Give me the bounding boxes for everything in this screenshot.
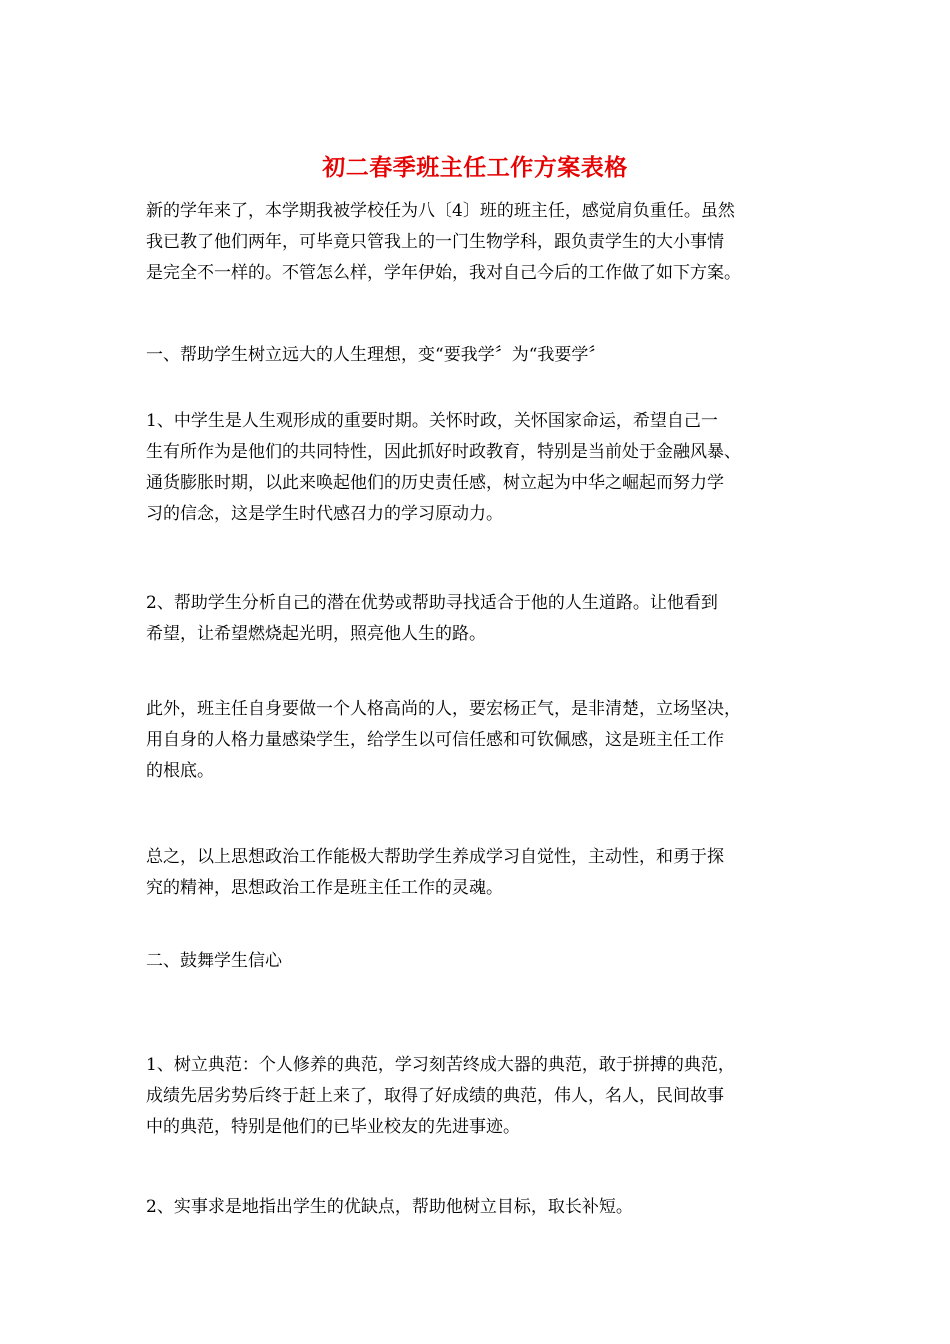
paragraph-line: 究的精神，思想政治工作是班主任工作的灵魂。: [146, 878, 503, 898]
paragraph-line: 生有所作为是他们的共同特性，因此抓好时政教育，特别是当前处于金融风暴、: [146, 442, 741, 462]
paragraph-intro: [146, 196, 826, 289]
paragraph-line: 一、帮助学生树立远大的人生理想，变“要我学〞为“我要学〞: [146, 345, 606, 365]
paragraph-line: 希望，让希望燃烧起光明，照亮他人生的路。: [146, 624, 486, 644]
paragraph-line: 1、中学生是人生观形成的重要时期。关怀时政，关怀国家命运，希望自己一: [146, 411, 718, 431]
paragraph-line: 1、树立典范：个人修养的典范，学习刻苦终成大器的典范，敢于拼搏的典范，: [146, 1055, 735, 1075]
paragraph-line: 习的信念，这是学生时代感召力的学习原动力。: [146, 504, 503, 524]
paragraph-line: 总之，以上思想政治工作能极大帮助学生养成学习自觉性，主动性，和勇于探: [146, 847, 724, 867]
paragraph-2-1: [146, 1050, 826, 1143]
paragraph-line: 通货膨胀时期，以此来唤起他们的历史责任感，树立起为中华之崛起而努力学: [146, 473, 724, 493]
paragraph-1-1: [146, 406, 826, 530]
paragraph-1-2: [146, 588, 826, 650]
paragraph-line: 成绩先居劣势后终于赶上来了，取得了好成绩的典范，伟人，名人，民间故事: [146, 1086, 724, 1106]
paragraph-line: 用自身的人格力量感染学生，给学生以可信任感和可钦佩感，这是班主任工作: [146, 730, 724, 750]
section-heading-1: [146, 340, 826, 371]
paragraph-line: 2、帮助学生分析自己的潜在优势或帮助寻找适合于他的人生道路。让他看到: [146, 593, 718, 613]
paragraph-line: 的根底。: [146, 761, 214, 781]
paragraph-line: 2、实事求是地指出学生的优缺点，帮助他树立目标，取长补短。: [146, 1197, 633, 1217]
paragraph-line: 中的典范，特别是他们的已毕业校友的先进事迹。: [146, 1117, 520, 1137]
paragraph-line: 我已教了他们两年，可毕竟只管我上的一门生物学科，跟负责学生的大小事情: [146, 232, 724, 252]
paragraph-2-2: [146, 1192, 826, 1223]
paragraph-summary: [146, 842, 826, 904]
document-title: 初二春季班主任工作方案表格: [322, 154, 628, 181]
section-heading-2: [146, 946, 826, 977]
paragraph-line: 是完全不一样的。不管怎么样，学年伊始，我对自己今后的工作做了如下方案。: [146, 263, 741, 283]
paragraph-besides: [146, 694, 826, 787]
paragraph-line: 新的学年来了，本学期我被学校任为八〔4〕班的班主任，感觉肩负重任。虽然: [146, 201, 735, 221]
paragraph-line: 二、鼓舞学生信心: [146, 951, 282, 971]
paragraph-line: 此外，班主任自身要做一个人格高尚的人，要宏杨正气，是非清楚，立场坚决，: [146, 699, 741, 719]
